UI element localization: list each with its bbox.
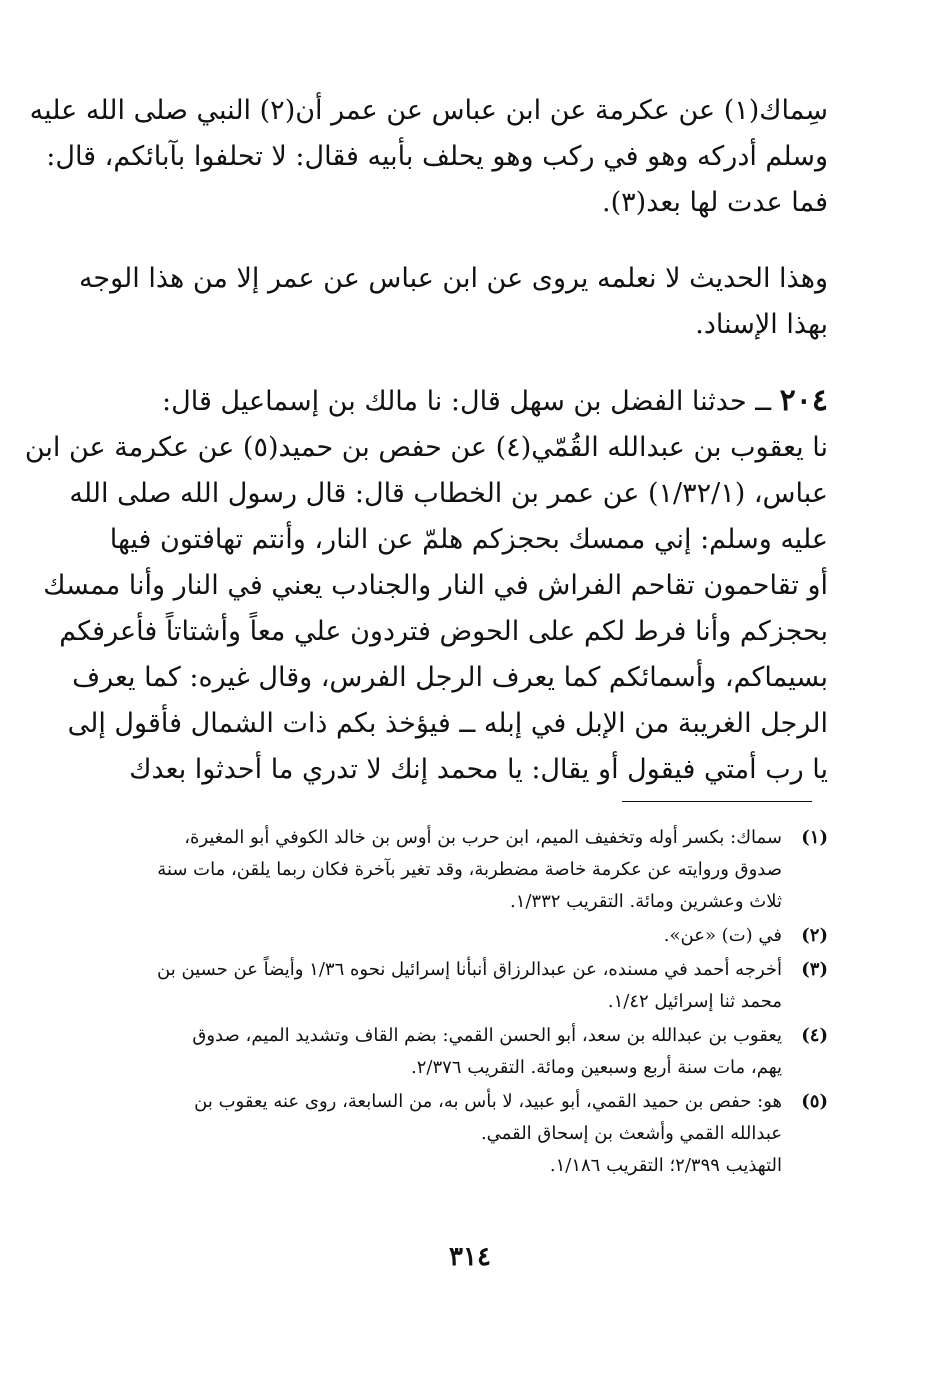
hadith-first-line — [110, 378, 828, 425]
text-line: يا رب أمتي فيقول أو يقال: يا محمد إنك لا تدري ما أحدثوا بعدك — [129, 754, 828, 785]
footnote-divider — [622, 801, 812, 802]
text-line: سِماك(١) عن عكرمة عن ابن عباس عن عمر أن(٢) النبي صلى الله عليه — [29, 95, 828, 126]
footnote-line: ثلاث وعشرين ومائة. التقريب ١/٣٣٢. — [509, 891, 782, 912]
hadith-number: ٢٠٤ — [779, 383, 828, 418]
text-line: ــ حدثنا الفضل بن سهل قال: نا مالك بن إسماعيل قال: — [162, 386, 780, 417]
footnote-body — [110, 822, 782, 918]
footnote-line: صدوق وروايته عن عكرمة خاصة مضطربة، وقد تغير بآخرة فكان ربما يلقن، مات سنة — [157, 859, 782, 880]
footnote-body — [110, 920, 782, 952]
text-line: عباس، (١/٣٢/١) عن عمر بن الخطاب قال: قال رسول الله صلى الله — [69, 478, 828, 509]
footnote-body — [110, 1086, 782, 1182]
footnote-1 — [110, 822, 828, 918]
footnote-line: محمد ثنا إسرائيل ١/٤٢. — [607, 991, 782, 1012]
footnote-number: (٢) — [801, 925, 828, 946]
footnote-line: يهم، مات سنة أربع وسبعين ومائة. التقريب ٢/٣٧٦. — [410, 1057, 782, 1078]
text-line: الرجل الغريبة من الإبل في إبله ــ فيؤخذ بكم ذات الشمال فأقول إلى — [67, 708, 828, 739]
footnote-line: في (ت) «عن». — [663, 925, 782, 946]
footnote-line: يعقوب بن عبدالله بن سعد، أبو الحسن القمي: بضم القاف وتشديد الميم، صدوق — [192, 1025, 782, 1046]
footnote-body — [110, 1020, 782, 1084]
text-line: فما عدت لها بعد(٣). — [602, 187, 828, 218]
text-line: وسلم أدركه وهو في ركب وهو يحلف بأبيه فقال: لا تحلفوا بآبائكم، قال: — [46, 141, 828, 172]
page-number: ٣١٤ — [449, 1242, 491, 1272]
footnote-line: عبدالله القمي وأشعث بن إسحاق القمي. — [480, 1123, 782, 1144]
footnote-line: سماك: بكسر أوله وتخفيف الميم، ابن حرب بن أوس بن خالد الكوفي أبو المغيرة، — [184, 827, 782, 848]
text-line: نا يعقوب بن عبدالله القُمّي(٤) عن حفص بن حميد(٥) عن عكرمة عن ابن — [24, 432, 828, 463]
paragraph-hadith — [24, 378, 828, 793]
footnote-number: (١) — [801, 827, 828, 848]
footnote-line: أخرجه أحمد في مسنده، عن عبدالرزاق أنبأنا إسرائيل نحوه ١/٣٦ وأيضاً عن حسين بن — [157, 959, 782, 980]
footnotes — [110, 822, 828, 1184]
text-line: بحجزكم وأنا فرط لكم على الحوض فتردون علي معاً وأشتاتاً فأعرفكم — [59, 616, 828, 647]
footnote-line: هو: حفص بن حميد القمي، أبو عبيد، لا بأس به، من السابعة، روى عنه يعقوب بن — [194, 1091, 782, 1112]
footnote-line: التهذيب ٢/٣٩٩؛ التقريب ١/١٨٦. — [549, 1155, 782, 1176]
footnote-3 — [110, 954, 828, 1018]
main-text — [24, 88, 828, 793]
footnote-number: (٤) — [801, 1025, 828, 1046]
footnote-number: (٥) — [801, 1091, 828, 1112]
footnote-number: (٣) — [801, 959, 828, 980]
text-line: وهذا الحديث لا نعلمه يروى عن ابن عباس عن عمر إلا من هذا الوجه — [78, 263, 828, 294]
text-line: عليه وسلم: إني ممسك بحجزكم هلمّ عن النار، وأنتم تهافتون فيها — [109, 524, 828, 555]
text-line: بسيماكم، وأسمائكم كما يعرف الرجل الفرس، وقال غيره: كما يعرف — [72, 662, 828, 693]
text-line: بهذا الإسناد. — [695, 309, 828, 340]
paragraph-1 — [29, 88, 828, 226]
text-line: أو تقاحمون تقاحم الفراش في النار والجنادب يعني في النار وأنا ممسك — [43, 570, 828, 601]
paragraph-2 — [78, 256, 828, 348]
footnote-5 — [110, 1086, 828, 1182]
footnote-2 — [110, 920, 828, 952]
footnote-body — [110, 954, 782, 1018]
footnote-4 — [110, 1020, 828, 1084]
